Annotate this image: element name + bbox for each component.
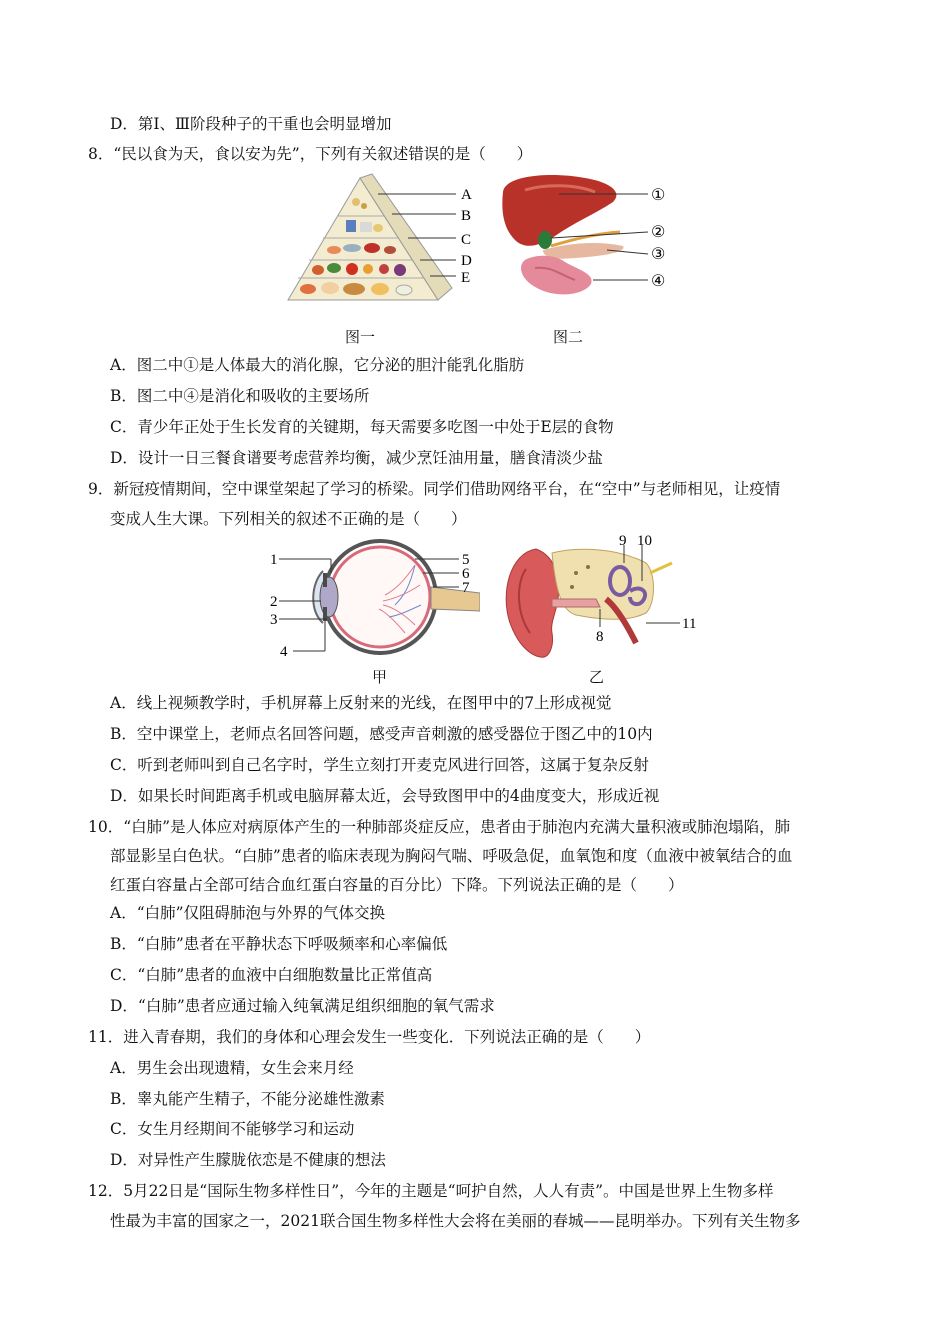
eye-label-2: 2 bbox=[270, 594, 278, 610]
digestive-label-4: ④ bbox=[651, 273, 666, 290]
ear-label-9: 9 bbox=[619, 533, 627, 549]
q10-option-a: A．“白肺”仅阻碍肺泡与外界的气体交换 bbox=[110, 904, 386, 922]
q9-option-a: A．线上视频教学时，手机屏幕上反射来的光线，在图甲中的7上形成视觉 bbox=[110, 694, 612, 712]
figure-1-caption: 图一 bbox=[345, 328, 376, 346]
eye-label-4: 4 bbox=[280, 644, 288, 660]
pyramid-label-b: B bbox=[461, 208, 472, 224]
food-pyramid-figure bbox=[280, 172, 495, 307]
ear-label-11: 11 bbox=[682, 616, 697, 632]
q11-option-a: A．男生会出现遗精，女生会来月经 bbox=[110, 1059, 354, 1077]
figure-yi-caption: 乙 bbox=[589, 668, 605, 686]
q10-option-c: C．“白肺”患者的血液中白细胞数量比正常值高 bbox=[110, 966, 433, 984]
q10-stem-line-2: 部显影呈白色状。“白肺”患者的临床表现为胸闷气喘、呼吸急促，血氧饱和度（血液中被氧结合的血 bbox=[110, 847, 793, 865]
q9-option-c: C．听到老师叫到自己名字时，学生立刻打开麦克风进行回答，这属于复杂反射 bbox=[110, 756, 649, 774]
q10-option-b: B．“白肺”患者在平静状态下呼吸频率和心率偏低 bbox=[110, 935, 448, 953]
q12-stem-line-2: 性最为丰富的国家之一，2021联合国生物多样性大会将在美丽的春城——昆明举办。下列有关生物多 bbox=[110, 1212, 801, 1230]
eye-label-3: 3 bbox=[270, 612, 278, 628]
q10-option-d: D．“白肺”患者应通过输入纯氧满足组织细胞的氧气需求 bbox=[110, 997, 495, 1015]
eye-label-5: 5 bbox=[462, 552, 470, 568]
q8-option-d: D．设计一日三餐食谱要考虑营养均衡，减少烹饪油用量，膳食清淡少盐 bbox=[110, 449, 603, 467]
q12-stem-line-1: 12．5月22日是“国际生物多样性日”，今年的主题是“呵护自然，人人有责”。中国是世界上生物多样 bbox=[88, 1182, 774, 1200]
eye-structure-figure bbox=[265, 535, 480, 665]
digestive-label-2: ② bbox=[651, 224, 666, 241]
q8-option-a: A．图二中①是人体最大的消化腺，它分泌的胆汁能乳化脂肪 bbox=[110, 356, 525, 374]
q9-option-b: B．空中课堂上，老师点名回答问题，感受声音刺激的感受器位于图乙中的10内 bbox=[110, 725, 653, 743]
digestive-organs-figure bbox=[495, 170, 675, 305]
digestive-label-1: ① bbox=[651, 187, 666, 204]
pyramid-label-a: A bbox=[461, 187, 472, 203]
q11-option-c: C．女生月经期间不能够学习和运动 bbox=[110, 1120, 355, 1138]
q11-option-d: D．对异性产生朦胧依恋是不健康的想法 bbox=[110, 1151, 386, 1169]
ear-label-10: 10 bbox=[637, 533, 652, 549]
digestive-label-3: ③ bbox=[651, 246, 666, 263]
q8-option-c: C．青少年正处于生长发育的关键期，每天需要多吃图一中处于E层的食物 bbox=[110, 418, 614, 436]
ear-structure-figure bbox=[496, 533, 706, 663]
pyramid-label-e: E bbox=[461, 270, 471, 286]
q9-option-d: D．如果长时间距离手机或电脑屏幕太近，会导致图甲中的4曲度变大，形成近视 bbox=[110, 787, 660, 805]
eye-label-7: 7 bbox=[462, 580, 470, 596]
q8-option-b: B．图二中④是消化和吸收的主要场所 bbox=[110, 387, 370, 405]
q7-option-d: D．第Ⅰ、Ⅲ阶段种子的干重也会明显增加 bbox=[110, 115, 392, 133]
ear-label-8: 8 bbox=[596, 629, 604, 645]
eye-label-6: 6 bbox=[462, 566, 470, 582]
eye-label-1: 1 bbox=[270, 552, 278, 568]
pyramid-label-c: C bbox=[461, 232, 472, 248]
q10-stem-line-1: 10．“白肺”是人体应对病原体产生的一种肺部炎症反应，患者由于肺泡内充满大量积液或肺泡塌陷，肺 bbox=[88, 818, 791, 836]
q9-stem-line-2: 变成人生大课。下列相关的叙述不正确的是（ ） bbox=[110, 510, 467, 528]
q11-option-b: B．睾丸能产生精子，不能分泌雄性激素 bbox=[110, 1090, 385, 1108]
figure-jia-caption: 甲 bbox=[372, 668, 388, 686]
q9-stem-line-1: 9．新冠疫情期间，空中课堂架起了学习的桥梁。同学们借助网络平台，在“空中”与老师相见，让疫情 bbox=[88, 480, 781, 498]
q8-stem: 8．“民以食为天，食以安为先”，下列有关叙述错误的是（ ） bbox=[88, 145, 533, 163]
q11-stem: 11．进入青春期，我们的身体和心理会发生一些变化．下列说法正确的是（ ） bbox=[88, 1028, 651, 1046]
pyramid-label-d: D bbox=[461, 253, 472, 269]
q10-stem-line-3: 红蛋白容量占全部可结合血红蛋白容量的百分比）下降。下列说法正确的是（ ） bbox=[110, 876, 684, 894]
figure-2-caption: 图二 bbox=[553, 328, 584, 346]
